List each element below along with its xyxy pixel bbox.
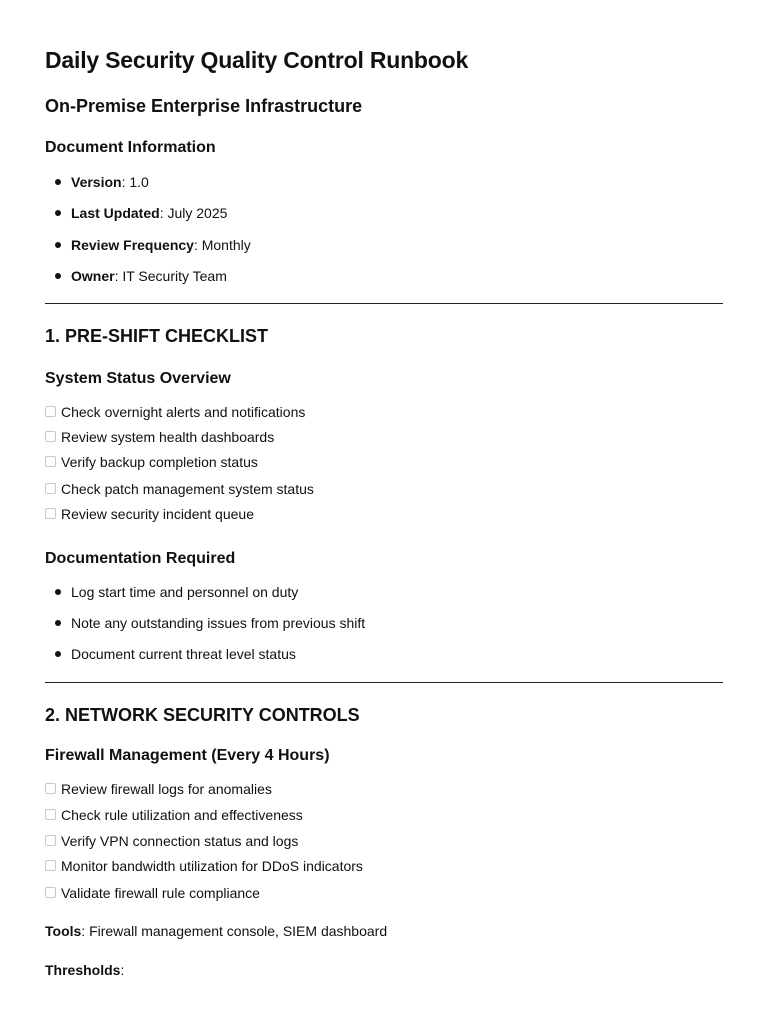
bullet-icon [55, 210, 61, 216]
section-divider [45, 303, 723, 304]
document-subtitle: On-Premise Enterprise Infrastructure [45, 96, 363, 116]
checkbox[interactable] [45, 508, 56, 519]
checklist-item-label: Monitor bandwidth utilization for DDoS indicators [61, 858, 363, 874]
list-item-text: Note any outstanding issues from previous shift [71, 615, 366, 631]
doc-info-value: : IT Security Team [114, 268, 227, 284]
checklist-item-label: Review system health dashboards [61, 429, 275, 445]
document-title: Daily Security Quality Control Runbook [45, 47, 469, 73]
doc-info-label: Last Updated [71, 205, 160, 221]
checkbox[interactable] [45, 456, 56, 467]
thresholds-line [45, 960, 124, 980]
checklist-item-label: Verify VPN connection status and logs [61, 833, 299, 849]
checklist-item-label: Review firewall logs for anomalies [61, 781, 272, 797]
doc-info-label: Review Frequency [71, 237, 194, 253]
checkbox[interactable] [45, 860, 56, 871]
checkbox[interactable] [45, 809, 56, 820]
doc-info-label: Version [71, 174, 122, 190]
subsection-heading-system-status: System Status Overview [45, 370, 231, 387]
list-item-text: Document current threat level status [71, 646, 296, 662]
checkbox[interactable] [45, 835, 56, 846]
checkbox[interactable] [45, 887, 56, 898]
checkbox[interactable] [45, 406, 56, 417]
subsection-heading-documentation: Documentation Required [45, 550, 236, 567]
bullet-icon [55, 651, 61, 657]
section-heading-pre-shift: 1. PRE-SHIFT CHECKLIST [45, 326, 269, 346]
doc-info-value: : 1.0 [121, 174, 149, 190]
checkbox[interactable] [45, 431, 56, 442]
thresholds-label: Thresholds [45, 962, 121, 978]
checkbox[interactable] [45, 783, 56, 794]
doc-info-heading: Document Information [45, 139, 216, 156]
doc-info-value: : Monthly [193, 237, 251, 253]
bullet-icon [55, 179, 61, 185]
section-heading-network-security: 2. NETWORK SECURITY CONTROLS [45, 705, 360, 725]
tools-line [45, 921, 387, 941]
bullet-icon [55, 273, 61, 279]
checklist-item-label: Check overnight alerts and notifications [61, 404, 306, 420]
checklist-item-label: Verify backup completion status [61, 454, 258, 470]
checklist-item-label: Review security incident queue [61, 506, 254, 522]
bullet-icon [55, 242, 61, 248]
subsection-heading-firewall: Firewall Management (Every 4 Hours) [45, 747, 330, 764]
tools-label: Tools [45, 923, 82, 939]
doc-info-value: : July 2025 [159, 205, 228, 221]
thresholds-value: : [120, 962, 125, 978]
checkbox[interactable] [45, 483, 56, 494]
checklist-item-label: Validate firewall rule compliance [61, 885, 260, 901]
doc-info-label: Owner [71, 268, 115, 284]
tools-value: : Firewall management console, SIEM dashboard [81, 923, 388, 939]
section-divider [45, 682, 723, 683]
checklist-item-label: Check rule utilization and effectiveness [61, 807, 303, 823]
bullet-icon [55, 589, 61, 595]
bullet-icon [55, 620, 61, 626]
list-item-text: Log start time and personnel on duty [71, 584, 299, 600]
checklist-item-label: Check patch management system status [61, 481, 314, 497]
